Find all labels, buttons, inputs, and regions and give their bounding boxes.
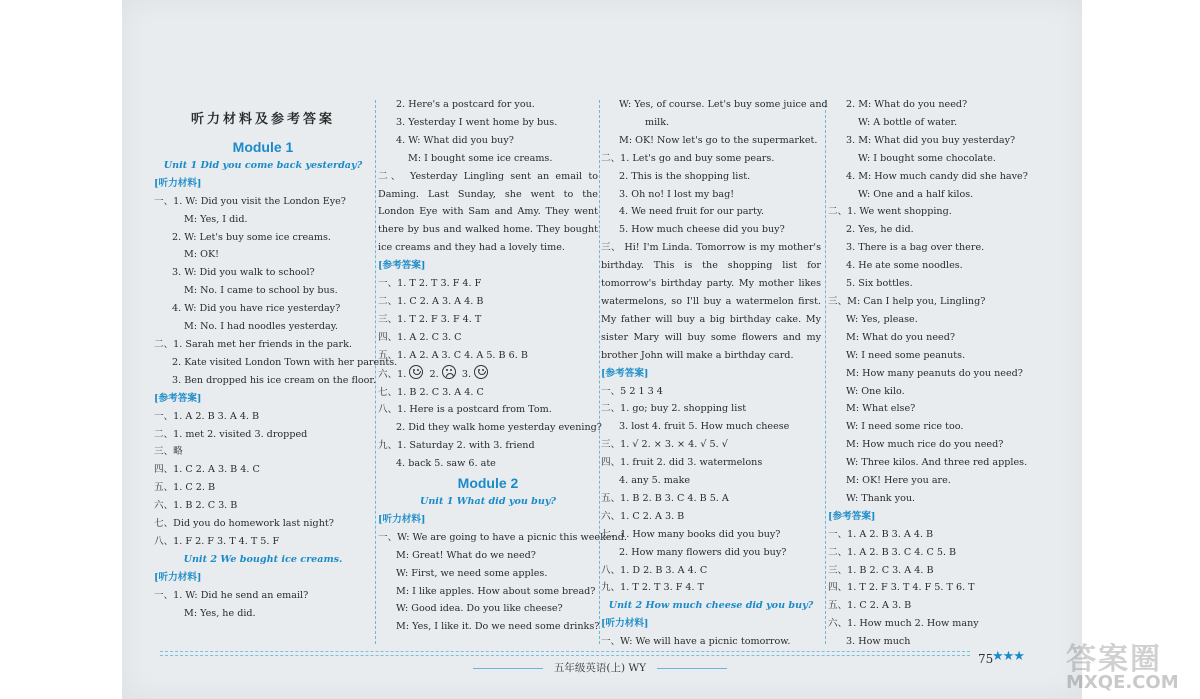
answer-line: 五、1. C 2. A 3. B bbox=[828, 600, 912, 612]
text-line: W: Thank you. bbox=[846, 492, 916, 504]
footer-rule bbox=[160, 651, 970, 652]
text-line: 2. W: Let's buy some ice creams. bbox=[172, 231, 331, 243]
section-label: [参考答案] bbox=[378, 260, 426, 272]
text-line: W: Good idea. Do you like cheese? bbox=[396, 603, 563, 615]
answer-line: 六、1. C 2. A 3. B bbox=[601, 510, 685, 522]
text-line: 二、1. Let's go and buy some pears. bbox=[601, 152, 775, 164]
answer-line: 二、1. met 2. visited 3. dropped bbox=[154, 428, 308, 440]
answer-line: 二、1. go; buy 2. shopping list bbox=[601, 403, 747, 415]
text-line: M: OK! bbox=[184, 249, 219, 261]
section-label: [听力材料] bbox=[601, 618, 649, 630]
column-divider bbox=[599, 100, 600, 644]
text-line: 2. Kate visited London Town with her parents. bbox=[172, 356, 398, 368]
answer-line: 七、1. How many books did you buy? bbox=[601, 528, 781, 540]
text-line: 3. Oh no! I lost my bag! bbox=[619, 188, 735, 200]
text-line: M: Great! What do we need? bbox=[396, 549, 536, 561]
footer-rule bbox=[160, 655, 970, 656]
text-line: W: Yes, please. bbox=[846, 313, 918, 325]
answer-line: 九、1. Saturday 2. with 3. friend bbox=[378, 440, 535, 452]
sad-face-icon bbox=[442, 365, 456, 379]
text-line: 4. W: What did you buy? bbox=[396, 134, 514, 146]
text-line: 2. M: What do you need? bbox=[846, 99, 968, 110]
paragraph: 三、 Hi! I'm Linda. Tomorrow is my mother's birthday. This is the shopping list for tomorrow's birthday party. My mother likes watermelons, so I'll buy a watermelon first. My father will buy a big birthday cake. My sister Mary will buy some flowers and my brother John will make a birthday card. bbox=[601, 242, 821, 361]
unit-heading: Unit 2 We bought ice creams. bbox=[183, 553, 343, 565]
text-line: 一、1. W: Did he send an email? bbox=[154, 589, 309, 601]
page-number: 75 bbox=[978, 652, 994, 666]
module-2-heading: Module 2 bbox=[457, 475, 519, 492]
text-line: M: No. I came to school by bus. bbox=[184, 285, 338, 297]
answer-line: 四、1. T 2. F 3. T 4. F 5. T 6. T bbox=[828, 582, 975, 594]
answer-line: 四、1. fruit 2. did 3. watermelons bbox=[601, 457, 763, 469]
answer-line: 六、1. How much 2. How many bbox=[828, 618, 979, 630]
footer-dash bbox=[473, 668, 543, 669]
paragraph: 二、 Yesterday Lingling sent an email to Daming. Last Sunday, she went to the London Eye with Sam and Amy. They went there by bus and walked home. They bought ice creams and they had a lovely time. bbox=[378, 170, 598, 254]
text-line: 4. M: How much candy did she have? bbox=[846, 170, 1028, 182]
text-line: 3. M: What did you buy yesterday? bbox=[846, 134, 1016, 146]
answer-line: 一、1. A 2. B 3. A 4. B bbox=[828, 528, 934, 540]
answer-line: 六、1. B 2. C 3. B bbox=[154, 500, 238, 512]
answer-line: 4. back 5. saw 6. ate bbox=[396, 458, 496, 470]
text-line: M: I like apples. How about some bread? bbox=[396, 585, 596, 597]
text-line: 3. There is a bag over there. bbox=[846, 242, 985, 254]
text-line: 一、1. W: Did you visit the London Eye? bbox=[154, 195, 346, 207]
answer-line: 二、1. A 2. B 3. C 4. C 5. B bbox=[828, 546, 957, 558]
answer-line: 八、1. D 2. B 3. A 4. C bbox=[601, 564, 708, 576]
text-line: 5. Six bottles. bbox=[846, 278, 913, 290]
answer-line: 三、略 bbox=[154, 446, 183, 458]
answer-prefix: 六、1. bbox=[378, 368, 407, 380]
answer-line: 4. any 5. make bbox=[619, 475, 691, 487]
book-title: 五年级英语(上) WY bbox=[553, 662, 647, 674]
text-line: M: Yes, I did. bbox=[184, 213, 248, 225]
happy-face-icon bbox=[474, 365, 488, 379]
text-line: milk. bbox=[645, 116, 670, 128]
text-line: 一、W: We will have a picnic tomorrow. bbox=[601, 636, 791, 648]
text-line: 一、W: We are going to have a picnic this weekend. bbox=[378, 531, 627, 543]
text-line: M: How many peanuts do you need? bbox=[846, 367, 1023, 379]
text-line: 3. Yesterday I went home by bus. bbox=[396, 116, 558, 128]
answer-line: 五、1. A 2. A 3. C 4. A 5. B 6. B bbox=[378, 349, 528, 361]
section-label: [参考答案] bbox=[154, 392, 202, 404]
text-line: M: OK! Here you are. bbox=[846, 475, 951, 487]
text-line: W: I need some peanuts. bbox=[846, 349, 966, 361]
answer-line: 3. lost 4. fruit 5. How much cheese bbox=[619, 421, 790, 433]
text-line: 3. W: Did you walk to school? bbox=[172, 267, 315, 279]
text-line: M: I bought some ice creams. bbox=[408, 152, 553, 164]
text-line: 2. This is the shopping list. bbox=[619, 170, 751, 182]
text-line: W: One and a half kilos. bbox=[858, 188, 974, 200]
answer-line: 七、1. B 2. C 3. A 4. C bbox=[378, 386, 484, 398]
module-1-heading: Module 1 bbox=[232, 138, 294, 155]
column-divider bbox=[825, 100, 826, 644]
section-label: [参考答案] bbox=[601, 367, 649, 379]
footer-dash bbox=[657, 668, 727, 669]
answer-line: 五、1. C 2. B bbox=[154, 482, 216, 494]
answer-line: 四、1. A 2. C 3. C bbox=[378, 331, 462, 343]
text-line: 2. Yes, he did. bbox=[846, 224, 914, 236]
answer-line: 2. How many flowers did you buy? bbox=[619, 546, 787, 558]
text-line: 二、1. We went shopping. bbox=[828, 206, 952, 218]
answer-line: 七、Did you do homework last night? bbox=[154, 518, 334, 530]
answer-line-smileys bbox=[378, 365, 598, 384]
section-label: [听力材料] bbox=[378, 513, 426, 525]
answer-number: 3. bbox=[461, 368, 471, 380]
text-line: W: I need some rice too. bbox=[846, 421, 964, 433]
unit-heading: Unit 1 Did you come back yesterday? bbox=[163, 159, 363, 171]
text-line: W: Yes, of course. Let's buy some juice and bbox=[619, 99, 828, 110]
answer-line: 九、1. T 2. T 3. F 4. T bbox=[601, 582, 705, 594]
star-rating-icon: ★★★ bbox=[992, 649, 1024, 664]
text-line: W: One kilo. bbox=[846, 385, 905, 397]
text-line: 2. Here's a postcard for you. bbox=[396, 99, 535, 110]
text-line: 3. Ben dropped his ice cream on the floor. bbox=[172, 374, 377, 386]
answer-line: 3. How much bbox=[846, 636, 911, 648]
text-line: M: Yes, he did. bbox=[184, 607, 256, 619]
answer-line: 三、1. T 2. F 3. F 4. T bbox=[378, 313, 482, 325]
text-line: W: Three kilos. And three red apples. bbox=[846, 457, 1028, 469]
column-4 bbox=[828, 96, 1028, 648]
answer-line: 一、1. A 2. B 3. A 4. B bbox=[154, 410, 260, 422]
answer-line: 八、1. Here is a postcard from Tom. bbox=[378, 404, 552, 416]
text-line: W: I bought some chocolate. bbox=[858, 152, 996, 164]
section-label: [听力材料] bbox=[154, 571, 202, 583]
text-line: 4. W: Did you have rice yesterday? bbox=[172, 303, 341, 315]
text-line: M: Yes, I like it. Do we need some drinks? bbox=[396, 621, 600, 633]
answer-line: 四、1. C 2. A 3. B 4. C bbox=[154, 464, 260, 476]
text-line: 4. He ate some noodles. bbox=[846, 260, 963, 272]
text-line: M: No. I had noodles yesterday. bbox=[184, 321, 338, 333]
answer-line: 二、1. C 2. A 3. A 4. B bbox=[378, 295, 484, 307]
text-line: W: First, we need some apples. bbox=[396, 567, 548, 579]
column-1 bbox=[154, 96, 398, 644]
answer-line: 三、1. B 2. C 3. A 4. B bbox=[828, 564, 934, 576]
unit-heading: Unit 2 How much cheese did you buy? bbox=[608, 600, 814, 612]
column-2 bbox=[378, 96, 627, 644]
watermark-url: MXQE.COM bbox=[1066, 672, 1179, 693]
answer-line: 一、5 2 1 3 4 bbox=[601, 385, 663, 397]
column-3 bbox=[601, 96, 828, 648]
answer-line: 三、1. √ 2. × 3. × 4. √ 5. √ bbox=[601, 439, 728, 451]
section-label: [参考答案] bbox=[828, 510, 876, 522]
text-line: 二、1. Sarah met her friends in the park. bbox=[154, 338, 352, 350]
answer-line: 2. Did they walk home yesterday evening? bbox=[396, 422, 602, 434]
answer-line: 八、1. F 2. F 3. T 4. T 5. F bbox=[154, 535, 280, 547]
page-title: 听力材料及参考答案 bbox=[190, 112, 335, 127]
section-label: [听力材料] bbox=[154, 177, 202, 189]
answer-line: 五、1. B 2. B 3. C 4. B 5. A bbox=[601, 492, 729, 504]
text-line: M: What else? bbox=[846, 403, 916, 415]
text-line: 5. How much cheese did you buy? bbox=[619, 224, 785, 236]
text-line: M: How much rice do you need? bbox=[846, 439, 1004, 451]
text-line: M: What do you need? bbox=[846, 331, 955, 343]
answer-number: 2. bbox=[429, 368, 439, 380]
happy-face-icon bbox=[409, 365, 423, 379]
text-line: 4. We need fruit for our party. bbox=[619, 206, 765, 218]
watermark-logo: 答案圈 bbox=[1066, 642, 1162, 677]
text-line: 三、M: Can I help you, Lingling? bbox=[828, 295, 986, 307]
text-line: M: OK! Now let's go to the supermarket. bbox=[619, 134, 818, 146]
answer-line: 一、1. T 2. T 3. F 4. F bbox=[378, 278, 482, 290]
unit-heading: Unit 1 What did you buy? bbox=[419, 496, 557, 508]
text-line: W: A bottle of water. bbox=[858, 116, 958, 128]
